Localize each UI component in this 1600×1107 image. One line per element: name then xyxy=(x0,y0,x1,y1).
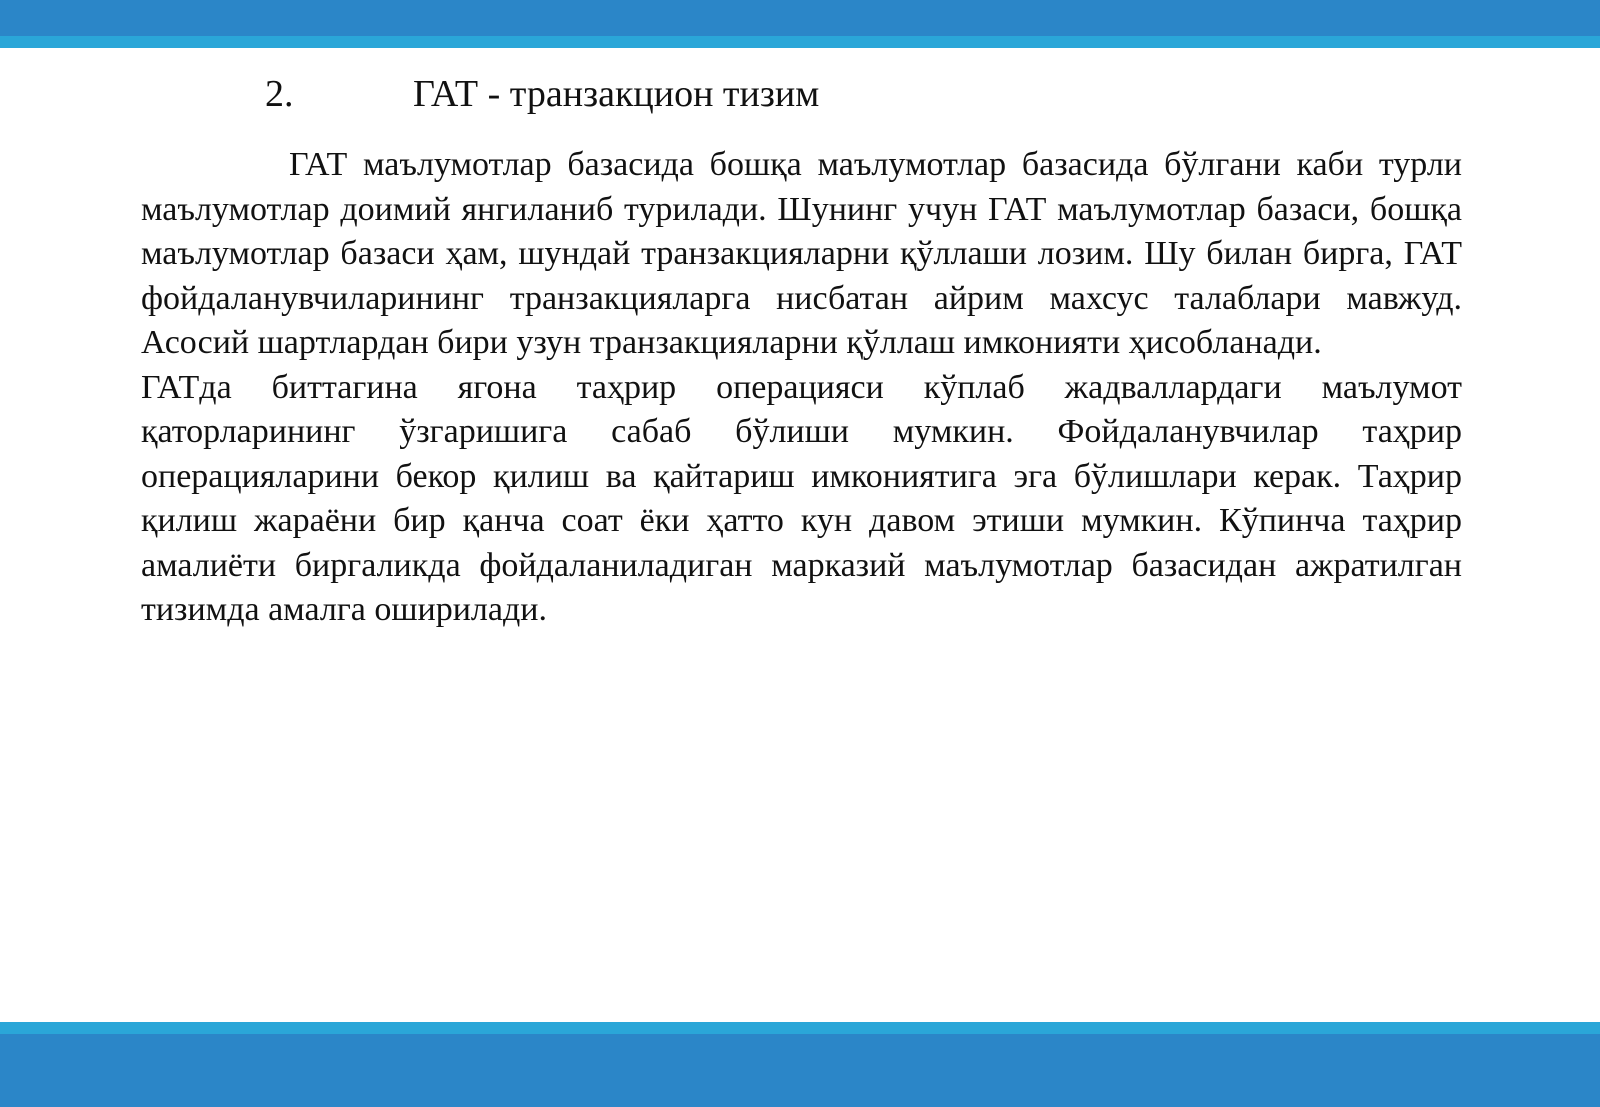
bottom-footer-band xyxy=(0,1022,1600,1107)
bottom-accent-stripe xyxy=(0,1022,1600,1034)
heading-number: 2. xyxy=(265,73,294,115)
top-accent-stripe xyxy=(0,36,1600,48)
body-paragraph-1: ГАТ маълумотлар базасида бошқа маълумотлар базасида бўлгани каби турли маълумотлар доимий янгиланиб турилади. Шунинг учун ГАТ маълумотлар базаси, бошқа маълумотлар базаси ҳам, шундай транзакцияларни қўллаши лозим. Шу билан бирга, ГАТ фойдаланувчиларининг транзакцияларга нисбатан айрим махсус талаблари мавжуд. Асосий шартлардан бири узун транзакцияларни қўллаш имконияти ҳисобланади. xyxy=(141,146,1462,361)
slide-body xyxy=(141,143,1462,633)
heading-title: ГАТ - транзакцион тизим xyxy=(413,73,820,115)
top-header-band xyxy=(0,0,1600,48)
slide-heading xyxy=(265,68,819,120)
body-paragraph-2: ГАТда биттагина ягона таҳрир операцияси кўплаб жадваллардаги маълумот қаторларининг ўзгаришига сабаб бўлиши мумкин. Фойдаланувчилар таҳрир операцияларини бекор қилиш ва қайтариш имкониятига эга бўлишлари керак. Таҳрир қилиш жараёни бир қанча соат ёки ҳатто кун давом этиши мумкин. Кўпинча таҳрир амалиёти биргаликда фойдаланиладиган марказий маълумотлар базасидан ажратилган тизимда амалга оширилади. xyxy=(141,368,1462,628)
